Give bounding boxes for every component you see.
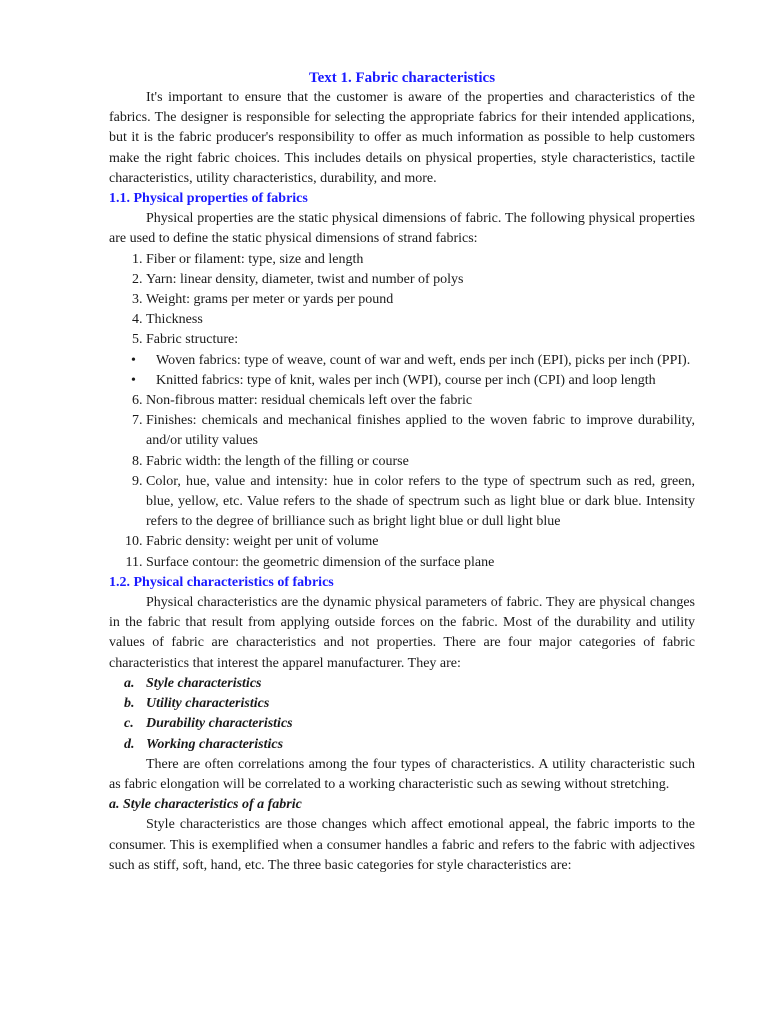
bullet-item <box>109 351 695 371</box>
section-1-1-paragraph: Physical properties are the static physical dimensions of fabric. The following physical properties are used to define the static physical dimensions of strand fabrics: <box>109 211 695 247</box>
category-item: a. Style characteristics <box>124 675 262 691</box>
physical-properties-list-a <box>109 250 695 351</box>
list-item: 8. Fabric width: the length of the filling or course <box>146 452 695 472</box>
intro-paragraph: It's important to ensure that the customer is aware of the properties and characteristics of the fabrics. The designer is responsible for selecting the appropriate fabrics for their intended applications, but it is the fabric producer's responsibility to offer as much information as possible to help customers make the right fabric choices. This includes details on physical properties, style characteristics, tactile characteristics, utility characteristics, durability, and more. <box>109 90 695 186</box>
style-characteristics-heading: a. Style characteristics of a fabric <box>109 797 302 813</box>
bullet-icon: • <box>131 352 136 368</box>
list-item: 4. Thickness <box>146 310 695 330</box>
list-item: 9. Color, hue, value and intensity: hue in color refers to the type of spectrum such as red, green, blue, yellow, etc. Value refers to the shade of spectrum such as light blue or dark blue. Intensity refers to the degree of brilliance such as bright light blue or dull light blue <box>146 472 695 533</box>
list-item: 2. Yarn: linear density, diameter, twist and number of polys <box>146 270 695 290</box>
correlations-paragraph: There are often correlations among the four types of characteristics. A utility characteristic such as fabric elongation will be correlated to a working characteristic such as sewing without stretching. <box>109 756 695 792</box>
category-item: b. Utility characteristics <box>124 696 270 712</box>
section-1-2-paragraph: Physical characteristics are the dynamic physical parameters of fabric. They are physical changes in the fabric that result from applying outside forces on the fabric. Most of the durability and utility values of fabric are characteristics and not properties. There are four major categories of fabric characteristics that interest the apparel manufacturer. They are: <box>109 595 695 671</box>
bullet-icon: • <box>131 372 136 388</box>
characteristic-categories <box>109 674 695 755</box>
list-item: 1. Fiber or filament: type, size and length <box>146 250 695 270</box>
category-item: d. Working characteristics <box>124 736 284 752</box>
section-1-2-heading: 1.2. Physical characteristics of fabrics <box>109 574 334 590</box>
bullet-item <box>109 371 695 391</box>
list-item: 3. Weight: grams per meter or yards per pound <box>146 290 695 310</box>
list-item: 6. Non-fibrous matter: residual chemicals left over the fabric <box>146 391 695 411</box>
fabric-structure-bullets <box>109 351 695 391</box>
bullet-text: Woven fabrics: type of weave, count of war and weft, ends per inch (EPI), picks per inch (PPI). <box>156 352 691 368</box>
list-item: 5. Fabric structure: <box>146 330 695 350</box>
list-item: 7. Finishes: chemicals and mechanical finishes applied to the woven fabric to improve durability, and/or utility values <box>146 411 695 451</box>
bullet-text: Knitted fabrics: type of knit, wales per inch (WPI), course per inch (CPI) and loop length <box>156 372 656 388</box>
physical-properties-list-b <box>109 391 695 573</box>
style-characteristics-paragraph: Style characteristics are those changes which affect emotional appeal, the fabric imports to the consumer. This is exemplified when a consumer handles a fabric and refers to the fabric with adjectives such as stiff, soft, hand, etc. The three basic categories for style characteristics are: <box>109 817 695 873</box>
document-title: Text 1. Fabric characteristics <box>308 70 496 86</box>
category-item: c. Durability characteristics <box>124 716 293 732</box>
section-1-1-heading: 1.1. Physical properties of fabrics <box>109 191 308 207</box>
document-page <box>109 68 695 876</box>
list-item: 11. Surface contour: the geometric dimension of the surface plane <box>146 553 695 573</box>
list-item: 10. Fabric density: weight per unit of volume <box>146 532 695 552</box>
